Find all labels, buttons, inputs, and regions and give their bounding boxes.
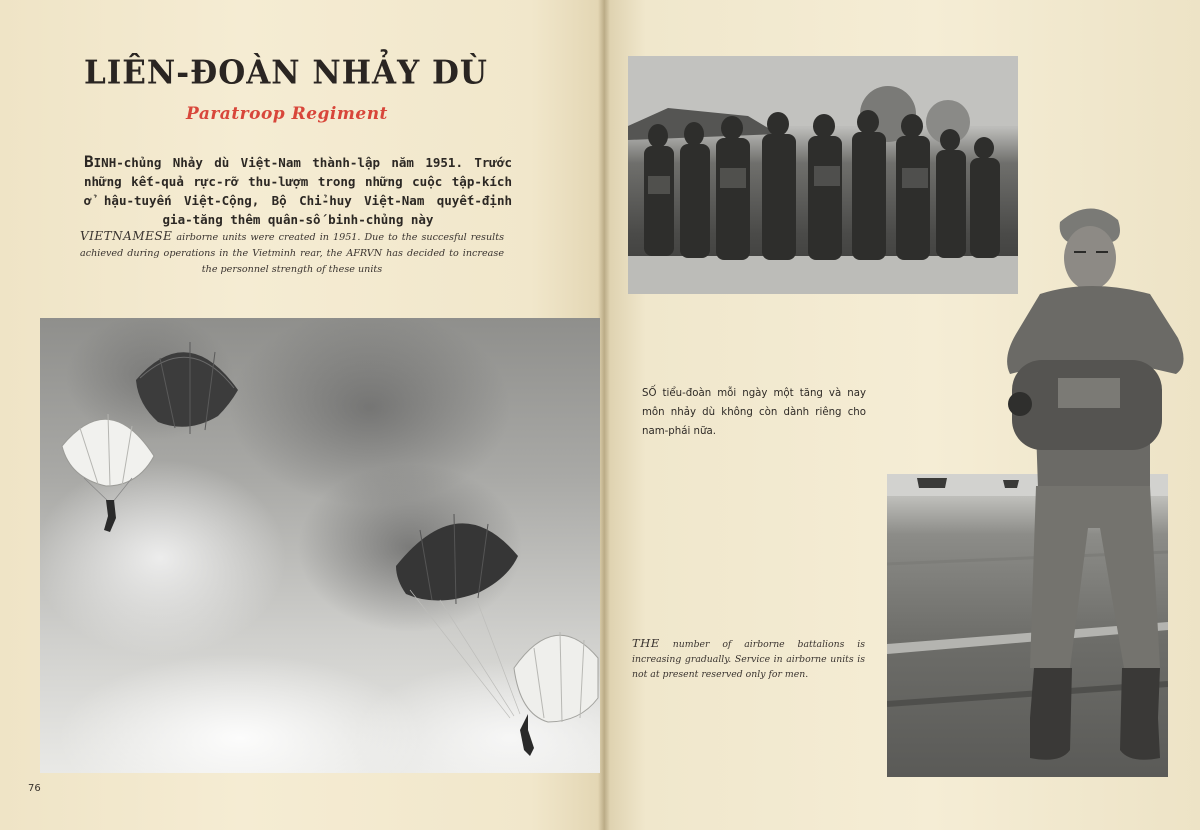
vietnamese-intro-dropcap: B [84,152,94,171]
english-intro-text: airborne units were created in 1951. Due to the succesful results achieved during operations in the Vietminh rear, the AFRVN has decided to increase the personnel strength of these units [80,232,504,275]
page-number: 76 [28,783,41,794]
parachutes-photo [40,318,600,773]
dark-parachute-center [396,514,520,718]
page-title: LIÊN-ĐOÀN NHẢY DÙ [84,54,488,92]
page-subtitle: Paratroop Regiment [186,104,388,124]
vietnamese-intro-paragraph [84,152,512,229]
vietnamese-intro-text: INH-chủng Nhảy dù Việt-Nam thành-lập năm 1951. Trước những kết-quả rực-rỡ thu-lượm trong những cuộc tập-kích ở hậu-tuyến Việt-Cộng, Bộ Chỉ-huy Việt-Nam quyết-định gia-tăng thêm quân-số binh-chủng này [84,155,512,227]
english-caption-dropcap: THE [632,636,660,650]
english-caption-text: number of airborne battalions is increasing gradually. Service in airborne units is not at present reserved only for men. [632,639,865,680]
english-intro-dropcap: VIETNAMESE [80,229,173,243]
vietnamese-caption: SỐ tiểu-đoàn mỗi ngày một tăng và nay môn nhảy dù không còn dành riêng cho nam-phái nữa. [642,388,866,437]
parachutes-illustration [40,318,600,773]
white-parachute-bottom [514,632,598,756]
woman-paratrooper-figure [1000,198,1195,768]
english-caption [632,636,865,682]
marching-soldiers-illustration [628,56,1018,294]
white-parachute-left [62,414,154,532]
marching-soldiers-photo [628,56,1018,294]
dark-parachute-top [136,342,238,434]
english-intro-paragraph [80,228,504,278]
